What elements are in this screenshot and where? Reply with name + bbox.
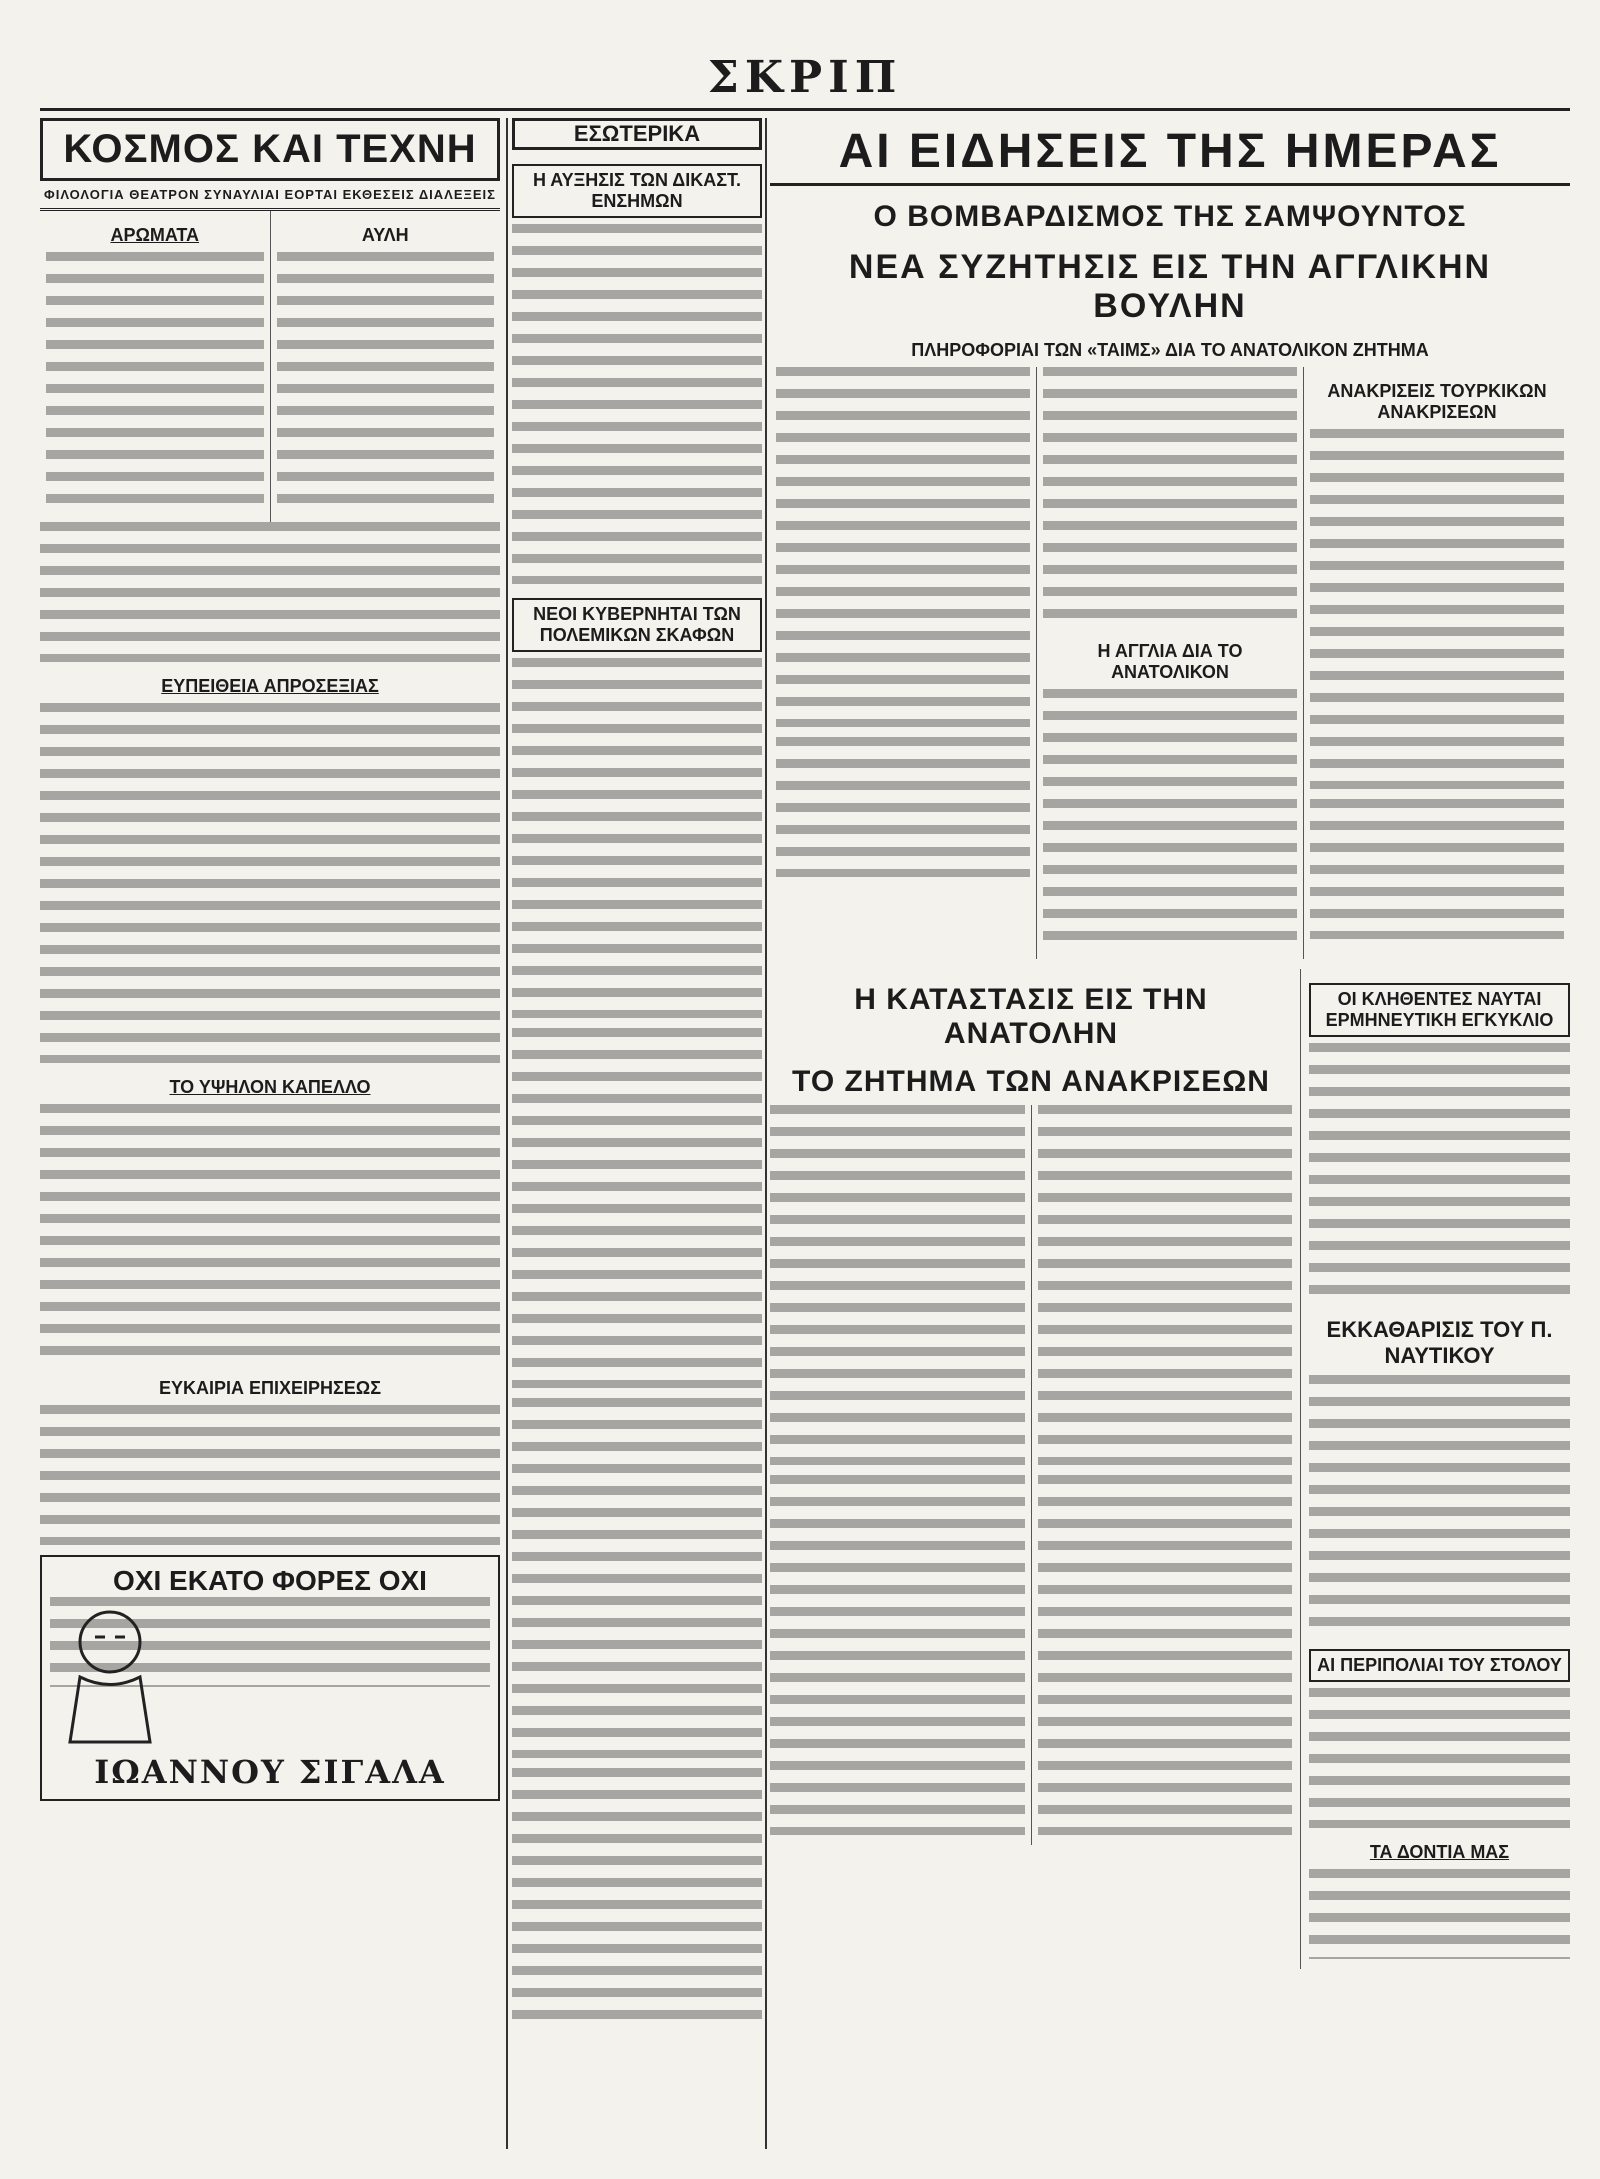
middle-column [512,118,762,2149]
second-subheadline: ΤΟ ΖΗΤΗΜΑ ΤΩΝ ΑΝΑΚΡΙΣΕΩΝ [792,1065,1270,1098]
masthead-rule [40,108,1570,111]
article-text [776,367,1030,727]
article-title: ΝΕΟΙ ΚΥΒΕΡΝΗΤΑΙ ΤΩΝ ΠΟΛΕΜΙΚΩΝ ΣΚΑΦΩΝ [512,598,762,652]
article-text [1309,1375,1570,1635]
article-text [1038,1475,1293,1835]
section-title: ΑΙ ΕΙΔΗΣΕΙΣ ΤΗΣ ΗΜΕΡΑΣ [770,124,1570,186]
newspaper-title: ΣΚΡΙΠ [707,52,903,103]
article-text [40,703,500,1063]
article-text [512,1768,762,2028]
article-text [1043,689,1297,949]
article-text [770,1105,1025,1465]
masthead [40,52,1570,112]
article-text [512,224,762,584]
article-text [40,522,500,662]
ad-illustration [50,1597,170,1747]
article-text [512,1028,762,1388]
left-column [40,118,500,2149]
article-title: ΕΥΚΑΙΡΙΑ ΕΠΙΧΕΙΡΗΣΕΩΣ [158,1378,382,1398]
article-title: ΟΙ ΚΛΗΘΕΝΤΕΣ ΝΑΥΤΑΙ ΕΡΜΗΝΕΥΤΙΚΗ ΕΓΚΥΚΛΙΟ [1309,983,1570,1037]
article-text [40,1104,500,1364]
article-title: Η ΑΥΞΗΣΙΣ ΤΩΝ ΔΙΚΑΣΤ. ΕΝΣΗΜΩΝ [512,164,762,218]
article-title: ΑΡΩΜΑΤΑ [110,225,200,245]
article-text [1310,429,1564,789]
article-title: ΕΚΚΑΘΑΡΙΣΙΣ ΤΟΥ Π. ΝΑΥΤΙΚΟΥ [1326,1317,1553,1368]
section-subline: ΦΙΛΟΛΟΓΙΑ ΘΕΑΤΡΟΝ ΣΥΝΑΥΛΙΑΙ ΕΟΡΤΑΙ ΕΚΘΕΣΕΙΣ ΔΙΑΛΕΞΕΙΣ [40,181,500,211]
column-divider [506,118,508,2149]
ad-headline: ΟΧΙ ΕΚΑΤΟ ΦΟΡΕΣ ΟΧΙ [113,1565,427,1596]
article-text [1309,1043,1570,1303]
second-headline: Η ΚΑΤΑΣΤΑΣΙΣ ΕΙΣ ΤΗΝ ΑΝΑΤΟΛΗΝ [854,983,1208,1050]
lead-headline: Ο ΒΟΜΒΑΡΔΙΣΜΟΣ ΤΗΣ ΣΑΜΨΟΥΝΤΟΣ [873,200,1467,233]
article-title: ΑΝΑΚΡΙΣΕΙΣ ΤΟΥΡΚΙΚΩΝ ΑΝΑΚΡΙΣΕΩΝ [1327,381,1547,422]
article-text [776,737,1030,877]
right-column [770,118,1570,2149]
article-text [1309,1688,1570,1828]
ad-name: ΙΩΑΝΝΟΥ ΣΙΓΑΛΑ [94,1753,446,1791]
article-title: Η ΑΓΓΛΙΑ ΔΙΑ ΤΟ ΑΝΑΤΟΛΙΚΟΝ [1097,641,1243,682]
article-text [1038,1105,1293,1465]
article-title: ΤΑ ΔΟΝΤΙΑ ΜΑΣ [1369,1842,1510,1862]
article-text [46,252,264,512]
article-title: ΤΟ ΥΨΗΛΟΝ ΚΑΠΕΛΛΟ [169,1077,371,1097]
article-title: ΕΥΠΕΙΘΕΙΑ ΑΠΡΟΣΕΞΙΑΣ [161,676,379,696]
section-title: ΕΣΩΤΕΡΙΚΑ [512,118,762,150]
article-text [40,1405,500,1545]
article-text [1043,367,1297,627]
lead-subheadline: ΠΛΗΡΟΦΟΡΙΑΙ ΤΩΝ «ΤΑΙΜΣ» ΔΙΑ ΤΟ ΑΝΑΤΟΛΙΚΟΝ ΖΗΤΗΜΑ [911,340,1429,360]
column-divider [765,118,767,2149]
article-text [277,252,495,512]
advertisement [40,1555,500,1801]
article-title: ΑΥΛΗ [361,225,409,245]
article-text [1310,799,1564,939]
lead-banner: ΝΕΑ ΣΥΖΗΤΗΣΙΣ ΕΙΣ ΤΗΝ ΑΓΓΛΙΚΗΝ ΒΟΥΛΗΝ [848,248,1492,325]
article-text [770,1475,1025,1835]
article-text [512,1398,762,1758]
article-text [512,658,762,1018]
section-title: ΚΟΣΜΟΣ ΚΑΙ ΤΕΧΝΗ [40,118,500,181]
article-title: ΑΙ ΠΕΡΙΠΟΛΙΑΙ ΤΟΥ ΣΤΟΛΟΥ [1309,1649,1570,1682]
article-text [1309,1869,1570,1959]
